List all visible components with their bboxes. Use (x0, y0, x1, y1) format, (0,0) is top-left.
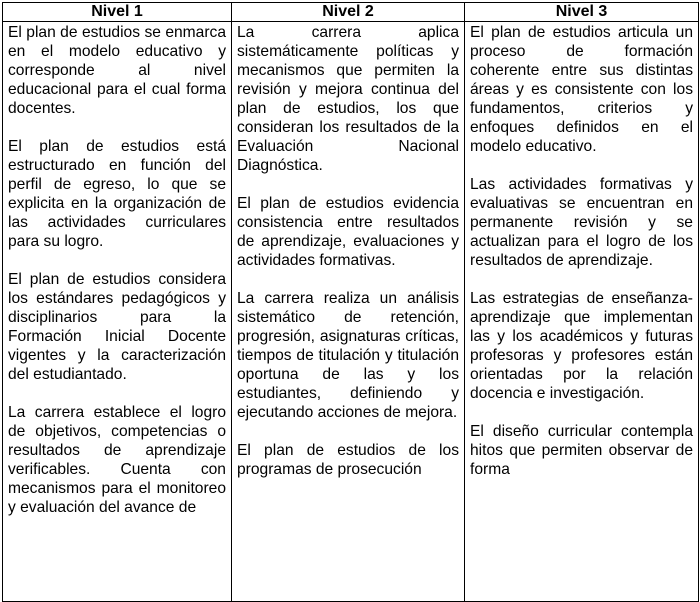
header-nivel-2: Nivel 2 (232, 3, 465, 22)
header-row (3, 3, 699, 22)
paragraph: El plan de estudios considera los estándares pedagógicos y disciplinarios para la Formación Inicial Docente vigentes y la caracterización del estudiantado. (8, 271, 226, 383)
column-nivel-1 (3, 22, 232, 602)
paragraph: Las actividades formativas y evaluativas se encuentran en permanente revisión y se actualizan para el logro de los resultados de aprendizaje. (470, 176, 693, 269)
paragraph: La carrera establece el logro de objetivos, competencias o resultados de aprendizaje verificables. Cuenta con mecanismos para el monitoreo y evaluación del avance de (8, 404, 226, 516)
header-nivel-3: Nivel 3 (465, 3, 699, 22)
paragraph: El plan de estudios está estructurado en función del perfil de egreso, lo que se explicita en la organización de las actividades curriculares para su logro. (8, 138, 226, 250)
column-nivel-2 (232, 22, 465, 602)
paragraph: La carrera realiza un análisis sistemático de retención, progresión, asignaturas críticas, tiempos de titulación y titulación oportuna de las y los estudiantes, definiendo y ejecutando acciones de mejora. (237, 290, 459, 421)
paragraph: Las estrategias de enseñanza- aprendizaje que implementan las y los académicos y futuras profesoras y profesores están orientadas por la relación docencia e investigación. (470, 290, 693, 402)
paragraph: El plan de estudios se enmarca en el modelo educativo y corresponde al nivel educacional para el cual forma docentes. (8, 24, 226, 117)
header-nivel-1: Nivel 1 (3, 3, 232, 22)
paragraph: El plan de estudios evidencia consistencia entre resultados de aprendizaje, evaluaciones y actividades formativas. (237, 195, 459, 269)
criteria-table (2, 2, 699, 602)
paragraph: El plan de estudios articula un proceso de formación coherente entre sus distintas áreas y es consistente con los fundamentos, criterios y enfoques definidos en el modelo educativo. (470, 24, 693, 155)
paragraph: La carrera aplica sistemáticamente políticas y mecanismos que permiten la revisión y mejora continua del plan de estudios, los que consideran los resultados de la Evaluación Nacional Diagnóstica. (237, 24, 459, 174)
paragraph: El plan de estudios de los programas de prosecución (237, 442, 459, 478)
paragraph: El diseño curricular contempla hitos que permiten observar de forma (470, 423, 693, 478)
content-row (3, 22, 699, 602)
column-nivel-3 (465, 22, 699, 602)
